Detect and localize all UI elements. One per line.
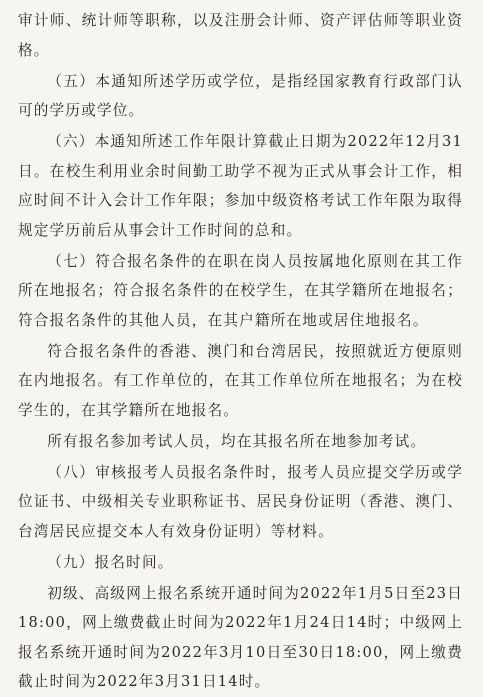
paragraph-item-5: （五）本通知所述学历或学位，是指经国家教育行政部门认可的学历或学位。 [18, 72, 463, 119]
paragraph-item-9: （九）报名时间。 [47, 553, 174, 571]
paragraph-hk-macau-taiwan: 符合报名条件的香港、澳门和台湾居民，按照就近方便原则在内地报名。有工作单位的，在其工作单位所在地报名；为在校学生的，在其学籍所在地报名。 [18, 342, 463, 419]
paragraph-item-6: （六）本通知所述工作年限计算截止日期为2022年12月31日。在校生利用业余时间勤工助学不视为正式从事会计工作，相应时间不计入会计工作年限；参加中级资格考试工作年限为取得规定学历前后从事会计工作时间的总和。 [18, 133, 463, 239]
paragraph-item-8: （八）审核报考人员报名条件时，报考人员应提交学历或学位证书、中级相关专业职称证书、居民身份证明（香港、澳门、台湾居民应提交本人有效身份证明）等材料。 [18, 463, 463, 540]
paragraph-continued: 审计师、统计师等职称，以及注册会计师、资产评估师等职业资格。 [18, 12, 463, 59]
paragraph-registration-times: 初级、高级网上报名系统开通时间为2022年1月5日至23日18:00，网上缴费截止时间为2022年1月24日14时；中级网上报名系统开通时间为2022年3月10日至30日18:00，网上缴费截止时间为2022年3月31日14时。 [18, 584, 463, 690]
paragraph-exam-location: 所有报名参加考试人员，均在其报名所在地参加考试。 [47, 432, 427, 450]
paragraph-item-7: （七）符合报名条件的在职在岗人员按属地化原则在其工作所在地报名；符合报名条件的在校学生，在其学籍所在地报名；符合报名条件的其他人员，在其户籍所在地或居住地报名。 [18, 252, 463, 329]
